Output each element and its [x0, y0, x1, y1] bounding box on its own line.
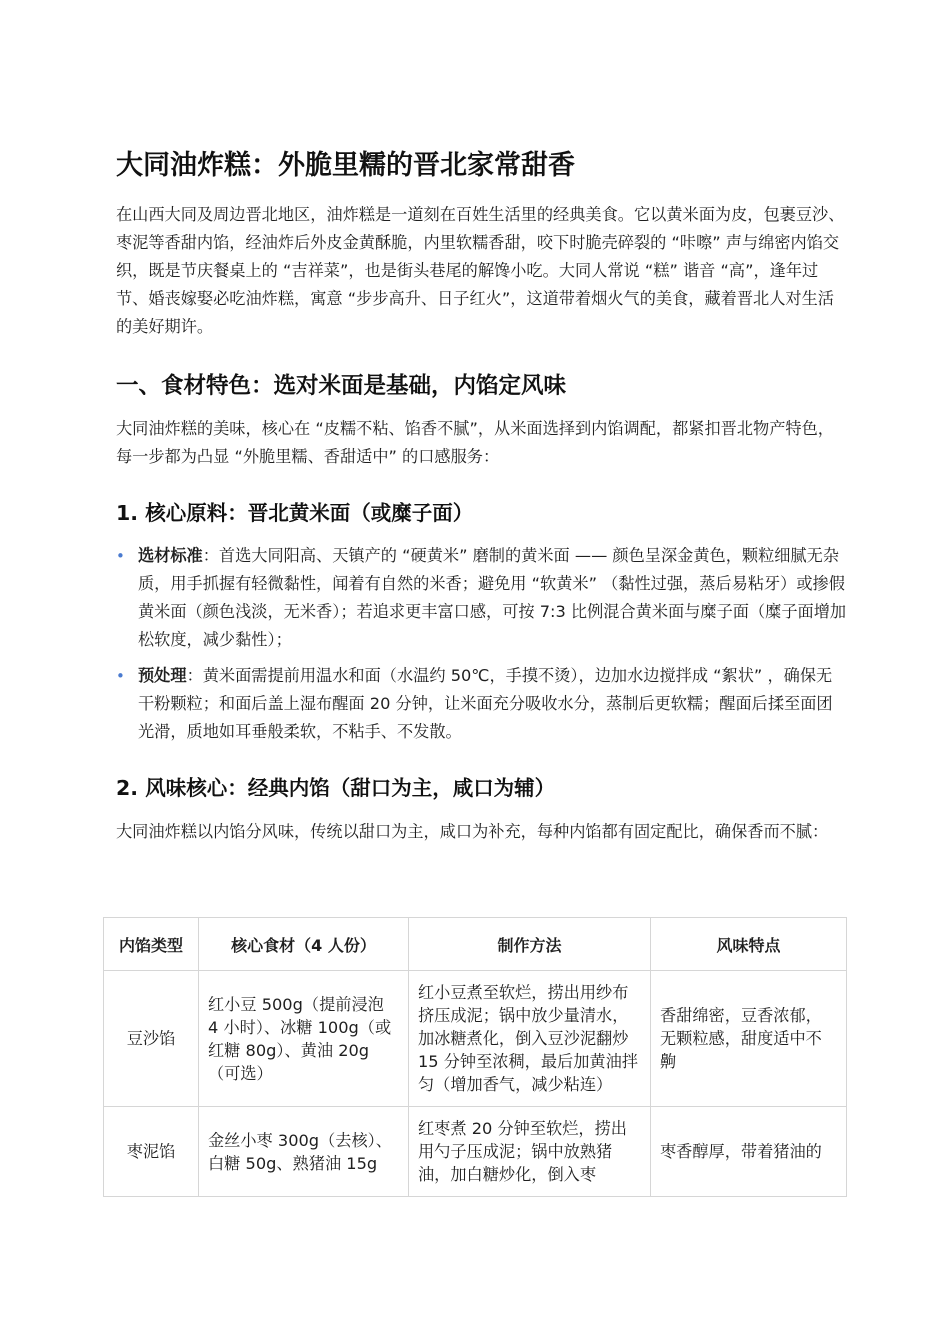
- table-cell: 香甜绵密，豆香浓郁，无颗粒感，甜度适中不齁: [651, 971, 847, 1107]
- section-1-paragraph: 大同油炸糕的美味，核心在 “皮糯不粘、馅香不腻”，从米面选择到内馅调配，都紧扣晋北物产特色，每一步都为凸显 “外脆里糯、香甜适中” 的口感服务：: [116, 419, 834, 466]
- table-header-cell: 风味特点: [651, 918, 847, 971]
- table-header-cell: 核心食材（4 人份）: [199, 918, 409, 971]
- bullet-icon: •: [116, 667, 125, 685]
- intro-paragraph: 在山西大同及周边晋北地区，油炸糕是一道刻在百姓生活里的经典美食。它以黄米面为皮，包裹豆沙、枣泥等香甜内馅，经油炸后外皮金黄酥脆，内里软糯香甜，咬下时脆壳碎裂的 “咔嚓” 声与绵密内馅交织，既是节庆餐桌上的 “吉祥菜”，也是街头巷尾的解馋小吃。大同人常说 “糕” 谐音 “高”，逢年过节、婚丧嫁娶必吃油炸糕，寓意 “步步高升、日子红火”，这道带着烟火气的美食，藏着晋北人对生活的美好期许。: [116, 205, 845, 336]
- table-row: [104, 971, 847, 1107]
- table-cell: 枣泥馅: [104, 1107, 199, 1197]
- table-row: [104, 1107, 847, 1197]
- table-header-row: [104, 918, 847, 971]
- table-cell: 红小豆 500g（提前浸泡 4 小时）、冰糖 100g（或红糖 80g）、黄油 20g（可选）: [199, 971, 409, 1107]
- subsection-2-heading: 2. 风味核心：经典内馅（甜口为主，咸口为辅）: [116, 776, 556, 800]
- page-title: 大同油炸糕：外脆里糯的晋北家常甜香: [116, 150, 575, 181]
- table-cell: 豆沙馅: [104, 971, 199, 1107]
- table-cell: 红枣煮 20 分钟至软烂，捞出用勺子压成泥；锅中放熟猪油，加白糖炒化，倒入枣: [409, 1107, 651, 1197]
- table-header-cell: 制作方法: [409, 918, 651, 971]
- list-item-label: 选材标准: [138, 546, 203, 565]
- ingredient-list: [116, 542, 848, 754]
- table-header-cell: 内馅类型: [104, 918, 199, 971]
- table-cell: 红小豆煮至软烂，捞出用纱布挤压成泥；锅中放少量清水，加冰糖煮化，倒入豆沙泥翻炒 15 分钟至浓稠，最后加黄油拌匀（增加香气，减少粘连）: [409, 971, 651, 1107]
- list-item-text: ：首选大同阳高、天镇产的 “硬黄米” 磨制的黄米面 —— 颜色呈深金黄色，颗粒细腻无杂质，用手抓握有轻微黏性，闻着有自然的米香；避免用 “软黄米” （黏性过强，蒸后易粘牙）或掺假黄米面（颜色浅淡，无米香）；若追求更丰富口感，可按 7:3 比例混合黄米面与糜子面（糜子面增加松软度，减少黏性）；: [138, 546, 847, 649]
- subsection-2-paragraph: 大同油炸糕以内馅分风味，传统以甜口为主，咸口为补充，每种内馅都有固定配比，确保香而不腻：: [116, 822, 829, 841]
- bullet-icon: •: [116, 547, 125, 565]
- list-item-text: ：黄米面需提前用温水和面（水温约 50℃，手摸不烫），边加水边搅拌成 “絮状” ，确保无干粉颗粒；和面后盖上湿布醒面 20 分钟，让米面充分吸收水分，蒸制后更软糯；醒面后揉至面团光滑，质地如耳垂般柔软，不粘手、不发散。: [138, 666, 833, 741]
- table-cell: 枣香醇厚，带着猪油的: [651, 1107, 847, 1197]
- list-item: [116, 662, 848, 746]
- filling-table: [103, 917, 847, 1197]
- section-1-heading: 一、食材特色：选对米面是基础，内馅定风味: [116, 373, 567, 399]
- list-item: [116, 542, 848, 654]
- list-item-label: 预处理: [138, 666, 187, 685]
- table-cell: 金丝小枣 300g（去核）、白糖 50g、熟猪油 15g: [199, 1107, 409, 1197]
- subsection-1-heading: 1. 核心原料：晋北黄米面（或糜子面）: [116, 501, 474, 525]
